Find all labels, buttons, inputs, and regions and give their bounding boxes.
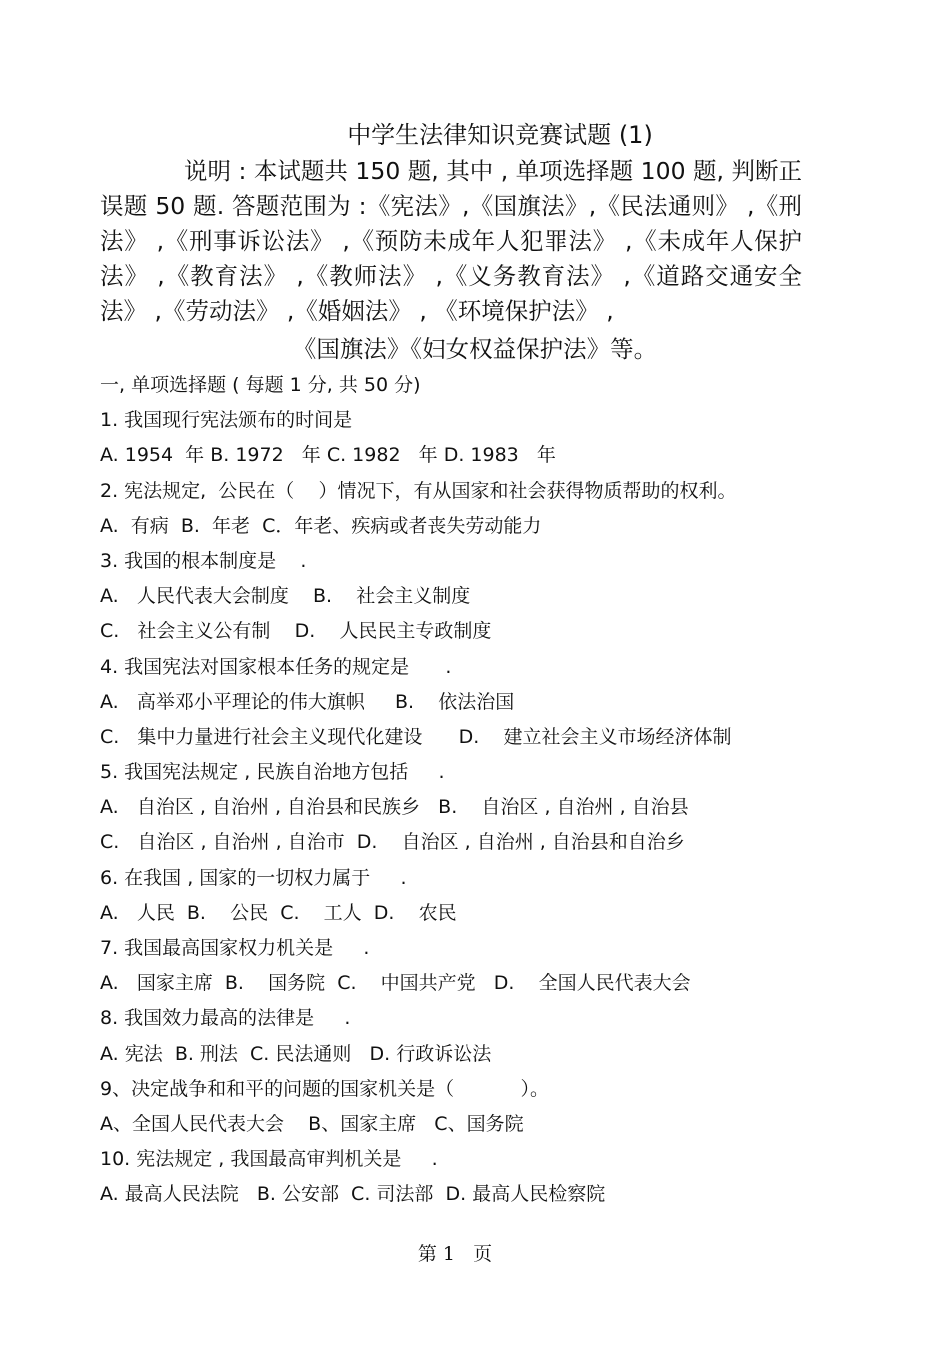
question-2-options: A. 有病 B. 年老 C．年老、疾病或者丧失劳动能力: [100, 514, 542, 537]
question-2: 2. 宪法规定, 公民在（ ）情况下，有从国家和社会获得物质帮助的权利。: [100, 479, 737, 502]
question-10-options: A. 最高人民法院 B. 公安部 C. 司法部 D. 最高人民检察院: [100, 1183, 606, 1206]
question-list: [100, 368, 880, 1213]
question-8-options: A. 宪法 B. 刑法 C. 民法通则 D. 行政诉讼法: [100, 1042, 492, 1065]
question-4-options-ab: A. 高举邓小平理论的伟大旗帜 B. 依法治国: [100, 690, 515, 713]
question-4-options-cd: C. 集中力量进行社会主义现代化建设 D. 建立社会主义市场经济体制: [100, 725, 732, 748]
question-3-options-ab: A. 人民代表大会制度 B. 社会主义制度: [100, 585, 471, 608]
question-5-options-cd: C. 自治区 , 自治州 , 自治市 D. 自治区 , 自治州 , 自治县和自治乡: [100, 831, 685, 854]
question-1-options: A. 1954 年 B. 1972 年 C. 1982 年 D. 1983 年: [100, 444, 556, 467]
question-7: 7. 我国最高国家权力机关是 .: [100, 937, 370, 959]
question-5-options-ab: A. 自治区 , 自治州 , 自治县和民族乡 B. 自治区 , 自治州 , 自治县: [100, 796, 689, 819]
page-number: 第 1 页: [417, 1243, 493, 1265]
question-3: 3. 我国的根本制度是 .: [100, 549, 307, 572]
instructions-paragraph: [100, 154, 802, 329]
question-3-options-cd: C. 社会主义公有制 D. 人民民主专政制度: [100, 620, 492, 643]
question-6: 6. 在我国 , 国家的一切权力属于 .: [100, 866, 407, 889]
question-4: 4. 我国宪法对国家根本任务的规定是 .: [100, 655, 452, 678]
question-9-options: A、全国人民代表大会 B、国家主席 C、国务院: [100, 1112, 524, 1135]
document-title: 中学生法律知识竞赛试题 (1): [347, 121, 653, 149]
section-heading: 一, 单项选择题 ( 每题 1 分, 共 50 分): [100, 374, 421, 396]
question-10: 10. 宪法规定 , 我国最高审判机关是 .: [100, 1148, 438, 1171]
question-9: 9、决定战争和和平的问题的国家机关是（ ）。: [100, 1077, 550, 1100]
instructions-last-line: 《国旗法》《妇女权益保护法》等。: [292, 335, 658, 363]
question-1: 1. 我国现行宪法颁布的时间是: [100, 409, 353, 432]
question-5: 5. 我国宪法规定 , 民族自治地方包括 .: [100, 761, 445, 784]
question-6-options: A. 人民 B. 公民 C. 工人 D. 农民: [100, 901, 457, 924]
instructions-text: 说明 : 本试题共 150 题, 其中 , 单项选择题 100 题, 判断正误题 50 题. 答题范围为 :《宪法》,《国旗法》,《民法通则》 ,《刑法》 ,《刑事诉讼法》 ,《预防未成年人犯罪法》 ,《未成年人保护法》 ,《教育法》 ,《教师法》 ,《义务教育法》 ,《道路交通安全法》 ,《劳动法》 ,《婚姻法》 , 《环境保护法》 ,: [100, 157, 802, 325]
question-7-options: A. 国家主席 B. 国务院 C. 中国共产党 D. 全国人民代表大会: [100, 972, 691, 995]
question-8: 8. 我国效力最高的法律是 .: [100, 1007, 351, 1030]
